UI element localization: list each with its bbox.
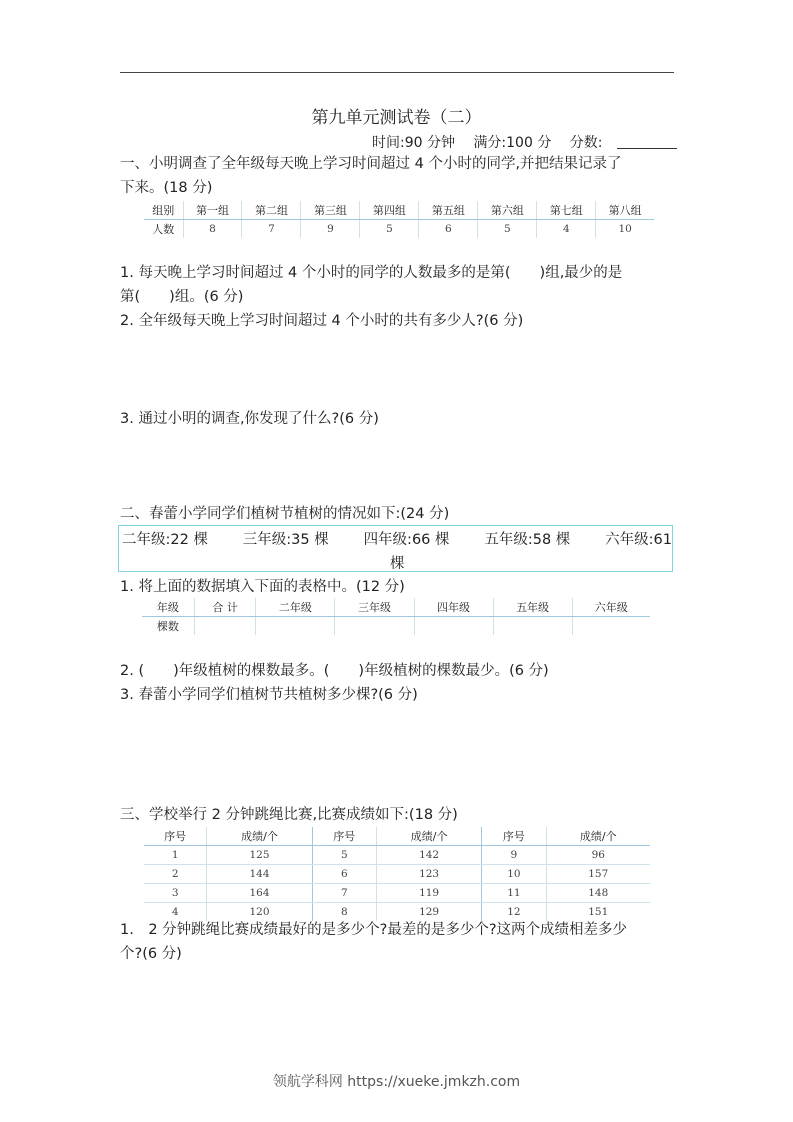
answer-cell[interactable] [414, 617, 493, 636]
header-cell: 第四组 [360, 201, 419, 220]
table-row [144, 220, 654, 239]
score-label: 分数: [569, 135, 603, 151]
s2-question3: 3. 春蕾小学同学们植树节共植树多少棵?(6 分) [120, 687, 418, 703]
table-cell: 5 [360, 220, 419, 239]
header-cell: 序号 [312, 827, 376, 846]
grade-item: 四年级:66 棵 [363, 532, 450, 548]
table-cell: 10 [618, 223, 632, 235]
header-cell: 成绩/个 [546, 827, 650, 846]
table-cell: 8 [312, 903, 376, 922]
table-cell: 148 [546, 884, 650, 903]
header-cell: 组别 [144, 201, 183, 220]
table-cell: 11 [482, 884, 546, 903]
answer-cell[interactable] [572, 617, 650, 636]
time-limit: 时间:90 分钟 [372, 135, 455, 151]
answer-cell[interactable] [256, 617, 335, 636]
s1-question3: 3. 通过小明的调查,你发现了什么?(6 分) [120, 411, 379, 427]
table-cell: 7 [312, 884, 376, 903]
header-cell: 年级 [142, 598, 194, 617]
table-row [144, 865, 650, 884]
table-cell: 1 [144, 846, 207, 865]
answer-cell[interactable] [335, 617, 414, 636]
grade-item: 五年级:58 棵 [484, 532, 571, 548]
exam-meta [372, 132, 677, 152]
table-cell: 4 [144, 903, 207, 922]
s1-question2: 2. 全年级每天晚上学习时间超过 4 个小时的共有多少人?(6 分) [120, 313, 524, 329]
table-cell: 12 [482, 903, 546, 922]
s1-question1-line2: 第( )组。(6 分) [120, 289, 244, 305]
table-cell: 3 [144, 884, 207, 903]
group-count-table [144, 201, 654, 238]
table-header-row [142, 598, 650, 617]
header-cell: 第六组 [478, 201, 537, 220]
table-cell: 120 [207, 903, 312, 922]
tree-table [142, 598, 650, 635]
header-cell: 第七组 [537, 201, 596, 220]
answer-cell[interactable] [194, 617, 256, 636]
table-cell: 2 [144, 865, 207, 884]
header-cell: 五年级 [493, 598, 572, 617]
table-cell: 123 [376, 865, 481, 884]
page-title: 第九单元测试卷（二） [311, 108, 482, 128]
table-cell: 125 [207, 846, 312, 865]
header-cell: 合 计 [194, 598, 256, 617]
section1-heading-line2: 下来。(18 分) [120, 180, 213, 196]
table-row [142, 617, 650, 636]
s3-question1-line1: 1. 2 分钟跳绳比赛成绩最好的是多少个?最差的是多少个?这两个成绩相差多少 [120, 922, 628, 938]
header-cell: 序号 [144, 827, 207, 846]
table-cell: 5 [312, 846, 376, 865]
header-cell: 成绩/个 [207, 827, 312, 846]
table-cell: 5 [478, 220, 537, 239]
table-cell: 142 [376, 846, 481, 865]
header-cell: 二年级 [256, 598, 335, 617]
table-cell: 129 [376, 903, 481, 922]
table-cell: 9 [301, 220, 360, 239]
score-blank[interactable] [617, 135, 677, 149]
header-cell: 第八组 [596, 201, 654, 220]
table-cell: 6 [312, 865, 376, 884]
table-header-row [144, 201, 654, 220]
header-cell: 六年级 [572, 598, 650, 617]
table-row [144, 884, 650, 903]
s3-question1-line2: 个?(6 分) [120, 946, 182, 962]
answer-cell[interactable] [493, 617, 572, 636]
table-cell: 4 [537, 220, 596, 239]
rope-skipping-table [144, 827, 650, 921]
grade-item: 三年级:35 棵 [242, 532, 329, 548]
row-label: 人数 [144, 220, 183, 239]
table-cell: 8 [183, 220, 242, 239]
table-cell: 157 [546, 865, 650, 884]
footer-watermark: 领航学科网 https://xueke.jmkzh.com [272, 1074, 521, 1090]
s2-question1: 1. 将上面的数据填入下面的表格中。(12 分) [120, 579, 405, 595]
table-cell: 151 [588, 906, 609, 918]
table-cell: 96 [546, 846, 650, 865]
table-header-row [144, 827, 650, 846]
header-cell: 成绩/个 [376, 827, 481, 846]
header-cell: 序号 [482, 827, 546, 846]
table-cell: 9 [482, 846, 546, 865]
header-cell: 三年级 [335, 598, 414, 617]
header-cell: 第一组 [183, 201, 242, 220]
header-cell: 第二组 [242, 201, 301, 220]
section1-heading-line1: 一、小明调查了全年级每天晚上学习时间超过 4 个小时的同学,并把结果记录了 [120, 156, 622, 172]
section2-heading: 二、春蕾小学同学们植树节植树的情况如下:(24 分) [120, 506, 450, 522]
row-label: 棵数 [142, 617, 194, 636]
s2-question2: 2. ( )年级植树的棵数最多。( )年级植树的棵数最少。(6 分) [120, 663, 549, 679]
s1-question1-line1: 1. 每天晚上学习时间超过 4 个小时的同学的人数最多的是第( )组,最少的是 [120, 265, 623, 281]
table-cell: 119 [376, 884, 481, 903]
header-cell: 第五组 [419, 201, 478, 220]
top-rule [120, 72, 674, 73]
tree-data-wrap: 棵 [390, 556, 405, 572]
table-cell: 164 [207, 884, 312, 903]
table-row [144, 846, 650, 865]
section3-heading: 三、学校举行 2 分钟跳绳比赛,比赛成绩如下:(18 分) [120, 807, 458, 823]
grade-item: 六年级:61 [605, 532, 672, 548]
tree-data-line [122, 528, 672, 549]
table-cell: 10 [482, 865, 546, 884]
header-cell: 第三组 [301, 201, 360, 220]
grade-item: 二年级:22 棵 [122, 532, 208, 548]
full-score: 满分:100 分 [473, 135, 552, 151]
table-cell: 7 [242, 220, 301, 239]
table-cell: 6 [419, 220, 478, 239]
table-cell: 144 [207, 865, 312, 884]
header-cell: 四年级 [414, 598, 493, 617]
